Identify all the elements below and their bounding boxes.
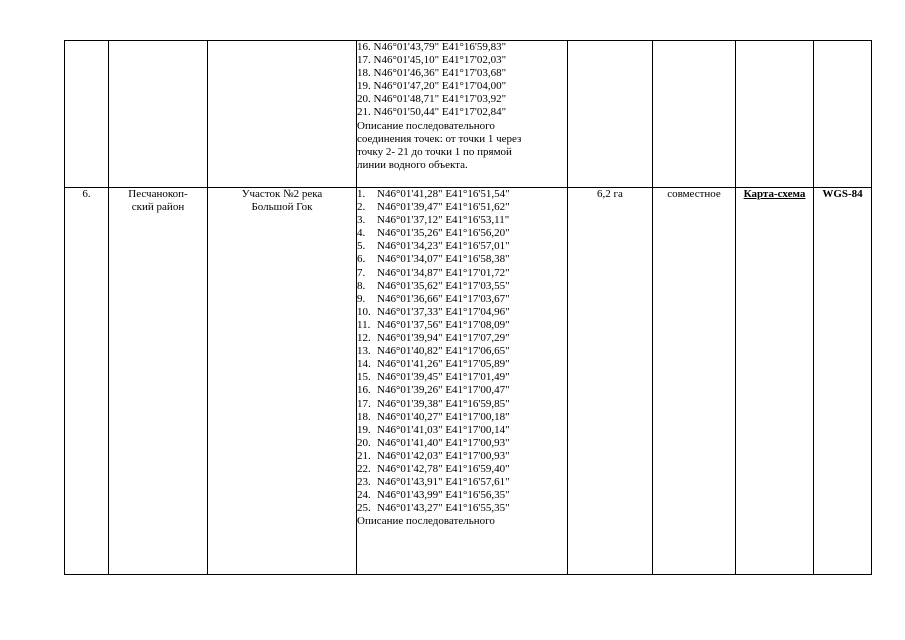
point-index: 3. bbox=[357, 214, 366, 227]
site-cell bbox=[208, 188, 357, 575]
coordinate-point bbox=[357, 214, 567, 227]
coordinate-point bbox=[357, 398, 567, 411]
point-coordinates: N46°01'34,07" E41°16'58,38" bbox=[377, 253, 510, 266]
point-index: 7. bbox=[357, 266, 366, 279]
coordinate-point: 21. N46°01'50,44" E41°17'02,84" bbox=[357, 106, 507, 119]
point-coordinates: N46°01'37,33" E41°17'04,96" bbox=[377, 305, 510, 318]
point-coordinates: N46°01'39,94" E41°17'07,29" bbox=[377, 332, 510, 345]
point-index: 6. bbox=[357, 253, 366, 266]
table-row-continued bbox=[65, 41, 872, 188]
cell-usage-empty bbox=[653, 41, 736, 188]
description-line: Описание последовательного bbox=[357, 515, 495, 528]
point-coordinates: N46°01'39,26" E41°17'00,47" bbox=[377, 384, 510, 397]
point-index: 12. bbox=[357, 332, 371, 345]
coordinate-list bbox=[357, 41, 567, 120]
coordinate-point bbox=[357, 437, 567, 450]
coordinate-point bbox=[357, 293, 567, 306]
coordinate-point bbox=[357, 384, 567, 397]
cell-coordinates-continued bbox=[357, 41, 568, 188]
site-line-1: Участок №2 река bbox=[241, 188, 323, 200]
point-index: 17. bbox=[357, 397, 371, 410]
point-coordinates: N46°01'43,99" E41°16'56,35" bbox=[377, 489, 510, 502]
point-coordinates: N46°01'37,56" E41°17'08,09" bbox=[377, 318, 510, 331]
point-index: 11. bbox=[357, 318, 371, 331]
description-line: Описание последовательного bbox=[357, 119, 495, 132]
point-coordinates: N46°01'39,38" E41°16'59,85" bbox=[377, 397, 510, 410]
point-coordinates: N46°01'43,91" E41°16'57,61" bbox=[377, 476, 510, 489]
coordinate-point bbox=[357, 227, 567, 240]
coordinate-point bbox=[357, 489, 567, 502]
connection-description bbox=[357, 120, 567, 172]
cell-district-empty bbox=[109, 41, 208, 188]
coordinate-point bbox=[357, 319, 567, 332]
point-coordinates: N46°01'41,03" E41°17'00,14" bbox=[377, 423, 510, 436]
coordinate-point bbox=[357, 371, 567, 384]
point-coordinates: N46°01'41,40" E41°17'00,93" bbox=[377, 436, 510, 449]
coordinate-point bbox=[357, 240, 567, 253]
coordinate-point bbox=[357, 502, 567, 515]
point-index: 25. bbox=[357, 502, 371, 515]
coordinate-point bbox=[357, 463, 567, 476]
usage-type: совместное bbox=[667, 188, 721, 200]
point-coordinates: N46°01'34,87" E41°17'01,72" bbox=[377, 266, 510, 279]
point-index: 18. bbox=[357, 410, 371, 423]
point-coordinates: N46°01'35,26" E41°16'56,20" bbox=[377, 227, 510, 240]
point-coordinates: N46°01'35,62" E41°17'03,55" bbox=[377, 279, 510, 292]
coordinate-point bbox=[357, 345, 567, 358]
point-index: 21. bbox=[357, 449, 371, 462]
point-coordinates: N46°01'36,66" E41°17'03,67" bbox=[377, 292, 510, 305]
point-coordinates: N46°01'42,03" E41°17'00,93" bbox=[377, 449, 510, 462]
point-index: 14. bbox=[357, 358, 371, 371]
map-scheme-link[interactable]: Карта-схема bbox=[743, 188, 806, 200]
point-index: 15. bbox=[357, 371, 371, 384]
system-cell bbox=[814, 188, 872, 575]
point-coordinates: N46°01'37,12" E41°16'53,11" bbox=[377, 214, 510, 227]
coordinate-point bbox=[357, 358, 567, 371]
map-cell bbox=[736, 188, 814, 575]
coordinates-table bbox=[64, 40, 872, 575]
point-coordinates: N46°01'40,27" E41°17'00,18" bbox=[377, 410, 510, 423]
coordinate-point bbox=[357, 476, 567, 489]
coordinate-point: 16. N46°01'43,79" E41°16'59,83" bbox=[357, 41, 507, 53]
area-value: 6,2 га bbox=[597, 188, 623, 200]
coordinate-point bbox=[357, 188, 567, 201]
area-cell bbox=[568, 188, 653, 575]
coordinate-point bbox=[357, 450, 567, 463]
point-index: 5. bbox=[357, 240, 366, 253]
point-coordinates: N46°01'34,23" E41°16'57,01" bbox=[377, 240, 510, 253]
district-line-2: ский район bbox=[131, 201, 185, 214]
site-line-2: Большой Гок bbox=[251, 201, 313, 214]
coordinate-point: 19. N46°01'47,20" E41°17'04,00" bbox=[357, 80, 507, 93]
point-index: 8. bbox=[357, 279, 366, 292]
point-index: 20. bbox=[357, 436, 371, 449]
coordinate-point bbox=[357, 280, 567, 293]
coordinate-point: 18. N46°01'46,36" E41°17'03,68" bbox=[357, 67, 507, 80]
cell-coordinates bbox=[357, 188, 568, 575]
point-index: 24. bbox=[357, 489, 371, 502]
cell-map-empty bbox=[736, 41, 814, 188]
cell-number-empty bbox=[65, 41, 109, 188]
coordinate-point bbox=[357, 332, 567, 345]
coordinate-point bbox=[357, 267, 567, 280]
coordinate-point bbox=[357, 424, 567, 437]
district-line-1: Песчанокоп- bbox=[128, 188, 188, 200]
cell-site-empty bbox=[208, 41, 357, 188]
point-coordinates: N46°01'41,28" E41°16'51,54" bbox=[377, 188, 510, 200]
point-index: 10. bbox=[357, 305, 371, 318]
point-coordinates: N46°01'43,27" E41°16'55,35" bbox=[377, 502, 510, 515]
table-row-6 bbox=[65, 188, 872, 575]
coordinate-point bbox=[357, 253, 567, 266]
description-line: линии водного объекта. bbox=[357, 158, 468, 171]
coordinate-point: 17. N46°01'45,10" E41°17'02,03" bbox=[357, 54, 507, 67]
point-index: 16. bbox=[357, 384, 371, 397]
point-coordinates: N46°01'39,45" E41°17'01,49" bbox=[377, 371, 510, 384]
description-line: соединения точек: от точки 1 через bbox=[357, 132, 522, 145]
point-index: 22. bbox=[357, 462, 371, 475]
description-line: точку 2- 21 до точки 1 по прямой bbox=[357, 145, 512, 158]
point-index: 19. bbox=[357, 423, 371, 436]
coordinate-point: 20. N46°01'48,71" E41°17'03,92" bbox=[357, 93, 507, 106]
point-index: 9. bbox=[357, 292, 366, 305]
point-coordinates: N46°01'39,47" E41°16'51,62" bbox=[377, 201, 510, 214]
coordinate-list bbox=[357, 188, 567, 515]
point-index: 1. bbox=[357, 188, 366, 200]
point-coordinates: N46°01'42,78" E41°16'59,40" bbox=[377, 462, 510, 475]
point-coordinates: N46°01'41,26" E41°17'05,89" bbox=[377, 358, 510, 371]
coordinate-system: WGS-84 bbox=[822, 188, 863, 200]
row-number-text: 6. bbox=[82, 188, 91, 200]
row-number bbox=[65, 188, 109, 575]
connection-description bbox=[357, 515, 567, 528]
point-index: 13. bbox=[357, 345, 371, 358]
usage-cell bbox=[653, 188, 736, 575]
point-index: 4. bbox=[357, 227, 366, 240]
coordinate-point bbox=[357, 306, 567, 319]
district-cell bbox=[109, 188, 208, 575]
point-index: 23. bbox=[357, 476, 371, 489]
point-index: 2. bbox=[357, 201, 366, 214]
point-coordinates: N46°01'40,82" E41°17'06,65" bbox=[377, 345, 510, 358]
coordinate-point bbox=[357, 411, 567, 424]
cell-system-empty bbox=[814, 41, 872, 188]
cell-area-empty bbox=[568, 41, 653, 188]
coordinate-point bbox=[357, 201, 567, 214]
